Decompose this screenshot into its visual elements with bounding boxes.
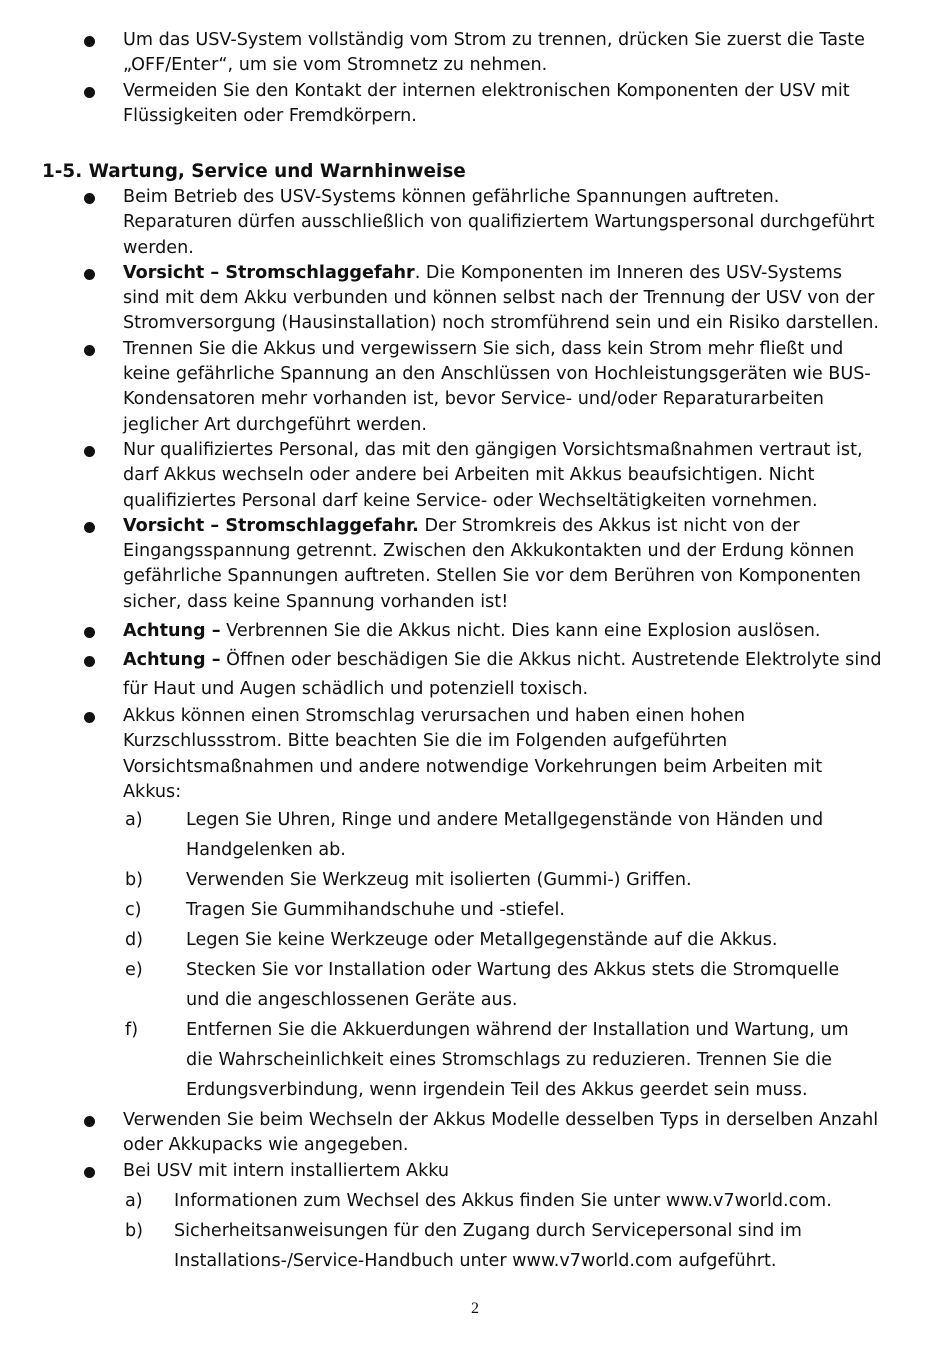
bullet-item [0, 185, 883, 261]
final-bullet-list [0, 1108, 950, 1184]
list-item [0, 1015, 876, 1105]
bullet-dot-icon [84, 36, 95, 47]
list-item [0, 1186, 874, 1216]
bullet-dot-icon [84, 87, 95, 98]
bullet-text: Beim Betrieb des USV-Systems können gefährliche Spannungen auftreten. Reparaturen dürfen ausschließlich von qualifiziertem Wartungspersonal durchgeführt werden. [123, 187, 875, 258]
bullet-dot-icon [84, 1167, 95, 1178]
caution-label: Achtung – [123, 650, 221, 671]
list-marker: a) [125, 1191, 143, 1211]
bullet-item [0, 438, 883, 514]
bullet-dot-icon [84, 345, 95, 356]
list-marker: b) [125, 1221, 144, 1241]
bullet-item [0, 28, 883, 79]
bullet-item [0, 261, 883, 337]
bullet-dot-icon [84, 193, 95, 204]
internal-battery-list [0, 1186, 950, 1276]
list-marker: e) [125, 960, 143, 980]
list-item [0, 895, 876, 925]
caution-label: Achtung – [123, 621, 221, 642]
list-text: Legen Sie keine Werkzeuge oder Metallgegenstände auf die Akkus. [186, 930, 778, 950]
bullet-item [0, 1108, 883, 1159]
bullet-dot-icon [84, 269, 95, 280]
bullet-dot-icon [84, 656, 95, 667]
bullet-text: . Die Komponenten im Inneren des USV-Systems sind mit dem Akku verbunden und können selbst nach der Trennung der USV von der Stromversorgung (Hausinstallation) noch stromführend sein und ein Risiko darstellen. [123, 262, 880, 334]
list-marker: d) [125, 930, 144, 950]
list-text: Informationen zum Wechsel des Akkus finden Sie unter www.v7world.com. [174, 1191, 832, 1211]
list-marker: b) [125, 870, 144, 890]
bullet-item [0, 1159, 883, 1184]
bullet-text: Trennen Sie die Akkus und vergewissern Sie sich, dass kein Strom mehr fließt und keine gefährliche Spannung an den Anschlüssen von Hochleistungsgeräten wie BUS-Kondensatoren mehr vorhanden ist, bevor Service- und/oder Reparaturarbeiten jeglicher Art durchgeführt werden. [123, 338, 871, 435]
bullet-text: Verwenden Sie beim Wechseln der Akkus Modelle desselben Typs in derselben Anzahl oder Akkupacks wie angegeben. [123, 1110, 879, 1156]
bullet-text: Der Stromkreis des Akkus ist nicht von der Eingangsspannung getrennt. Zwischen den Akkukontakten und der Erdung können gefährliche Spannungen auftreten. Stellen Sie vor dem Berühren von Komponenten sicher, dass keine Spannung vorhanden ist! [123, 515, 861, 612]
precaution-list [0, 805, 950, 1105]
bullet-text: Bei USV mit intern installiertem Akku [123, 1160, 450, 1181]
bullet-dot-icon [84, 1116, 95, 1127]
bullet-item [0, 79, 883, 130]
list-text: Verwenden Sie Werkzeug mit isolierten (Gummi-) Griffen. [186, 870, 692, 890]
intro-bullet-list [0, 28, 950, 129]
bullet-text: Um das USV-System vollständig vom Strom zu trennen, drücken Sie zuerst die Taste „OFF/Enter“, um sie vom Stromnetz zu nehmen. [123, 30, 865, 76]
list-item [0, 925, 876, 955]
list-text: Legen Sie Uhren, Ringe und andere Metallgegenstände von Händen und Handgelenken ab. [186, 810, 824, 860]
list-marker: f) [125, 1020, 139, 1040]
warning-label: Vorsicht – Stromschlaggefahr. [123, 515, 419, 536]
list-item [0, 805, 876, 865]
bullet-text: Akkus können einen Stromschlag verursachen und haben einen hohen Kurzschlussstrom. Bitte beachten Sie die im Folgenden aufgeführten Vorsichtsmaßnahmen und andere notwendige Vorkehrungen beim Arbeiten mit Akkus: [123, 706, 823, 802]
list-item [0, 1216, 874, 1276]
list-marker: c) [125, 900, 142, 920]
list-item [0, 865, 876, 895]
bullet-text: Nur qualifiziertes Personal, das mit den gängigen Vorsichtsmaßnahmen vertraut ist, darf Akkus wechseln oder andere bei Arbeiten mit Akkus beaufsichtigen. Nicht qualifiziertes Personal darf keine Service- oder Wechseltätigkeiten vornehmen. [123, 439, 863, 511]
bullet-dot-icon [84, 627, 95, 638]
bullet-dot-icon [84, 522, 95, 533]
bullet-text: Öffnen oder beschädigen Sie die Akkus nicht. Austretende Elektrolyte sind für Haut und Augen schädlich und potenziell toxisch. [123, 650, 882, 700]
bullet-item [0, 514, 883, 615]
list-text: Stecken Sie vor Installation oder Wartung des Akkus stets die Stromquelle und die angeschlossenen Geräte aus. [186, 960, 840, 1010]
section-heading: 1-5. Wartung, Service und Warnhinweise [42, 161, 466, 182]
bullet-item [0, 337, 883, 438]
list-marker: a) [125, 810, 143, 830]
bullet-text: Vermeiden Sie den Kontakt der internen elektronischen Komponenten der USV mit Flüssigkeiten oder Fremdkörpern. [123, 80, 850, 126]
warning-label: Vorsicht – Stromschlaggefahr [123, 262, 415, 283]
list-text: Entfernen Sie die Akkuerdungen während der Installation und Wartung, um die Wahrscheinlichkeit eines Stromschlags zu reduzieren. Trennen Sie die Erdungsverbindung, wenn irgendein Teil des Akkus geerdet sein muss. [186, 1020, 849, 1100]
section-bullet-list [0, 185, 950, 805]
list-text: Tragen Sie Gummihandschuhe und -stiefel. [186, 900, 565, 920]
bullet-dot-icon [84, 446, 95, 457]
bullet-dot-icon [84, 712, 95, 723]
bullet-item [0, 646, 883, 704]
list-item [0, 955, 876, 1015]
bullet-item [0, 617, 883, 646]
bullet-text: Verbrennen Sie die Akkus nicht. Dies kann eine Explosion auslösen. [220, 621, 821, 642]
list-text: Sicherheitsanweisungen für den Zugang durch Servicepersonal sind im Installations-/Service-Handbuch unter www.v7world.com aufgeführt. [174, 1221, 802, 1271]
page-number: 2 [471, 1300, 479, 1317]
bullet-item [0, 704, 883, 805]
